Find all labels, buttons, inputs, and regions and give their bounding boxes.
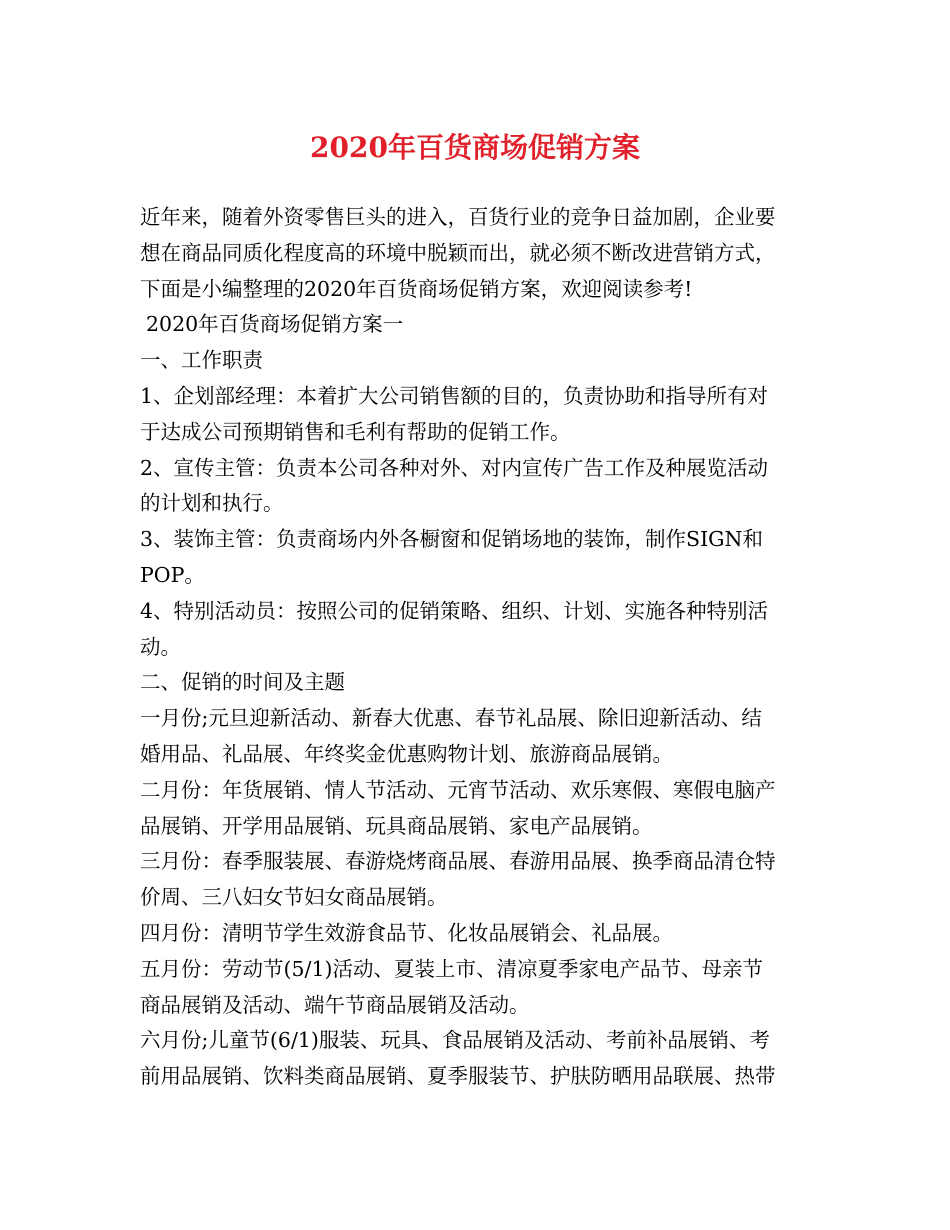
text-line: 价周、三八妇女节妇女商品展销。	[140, 885, 448, 910]
text-line: 前用品展销、饮料类商品展销、夏季服装节、护肤防晒用品联展、热带	[140, 1064, 776, 1089]
text-line: 品展销、开学用品展销、玩具商品展销、家电产品展销。	[140, 813, 653, 838]
text-line: 动。	[140, 634, 181, 659]
text-line: 婚用品、礼品展、年终奖金优惠购物计划、旅游商品展销。	[140, 741, 673, 766]
text-line: 的计划和执行。	[140, 491, 284, 516]
text-line: 想在商品同质化程度高的环境中脱颖而出，就必须不断改进营销方式，	[140, 240, 776, 265]
text-line: 五月份：劳动节(5/1)活动、夏装上市、清凉夏季家电产品节、母亲节	[140, 956, 763, 981]
text-line: 3、装饰主管：负责商场内外各橱窗和促销场地的装饰，制作SIGN和	[140, 527, 763, 552]
text-line: 商品展销及活动、端午节商品展销及活动。	[140, 992, 530, 1017]
section-heading: 一、工作职责	[140, 348, 263, 373]
text-line: 二月份：年货展销、情人节活动、元宵节活动、欢乐寒假、寒假电脑产	[140, 777, 776, 802]
text-line: 六月份;儿童节(6/1)服装、玩具、食品展销及活动、考前补品展销、考	[140, 1028, 770, 1053]
text-line: 于达成公司预期销售和毛利有帮助的促销工作。	[140, 419, 571, 444]
text-line: 1、企划部经理：本着扩大公司销售额的目的，负责协助和指导所有对	[140, 383, 769, 408]
text-line: 下面是小编整理的2020年百货商场促销方案，欢迎阅读参考!	[140, 276, 693, 301]
text-line: 四月份：清明节学生效游食品节、化妆品展销会、礼品展。	[140, 920, 673, 945]
text-line: 一月份;元旦迎新活动、新春大优惠、春节礼品展、除旧迎新活动、结	[140, 706, 762, 731]
section-heading: 二、促销的时间及主题	[140, 670, 345, 695]
text-line: 三月份：春季服装展、春游烧烤商品展、春游用品展、换季商品清仓特	[140, 849, 776, 874]
document-body	[140, 200, 816, 1095]
document-title: 2020年百货商场促销方案	[310, 131, 640, 164]
text-line: 2、宣传主管：负责本公司各种对外、对内宣传广告工作及种展览活动	[140, 455, 769, 480]
text-line: POP。	[140, 562, 205, 587]
text-line: 近年来，随着外资零售巨头的进入，百货行业的竞争日益加剧，企业要	[140, 205, 776, 229]
text-line: 4、特别活动员：按照公司的促销策略、组织、计划、实施各种特别活	[140, 598, 769, 623]
section-heading: 2020年百货商场促销方案一	[146, 312, 404, 337]
